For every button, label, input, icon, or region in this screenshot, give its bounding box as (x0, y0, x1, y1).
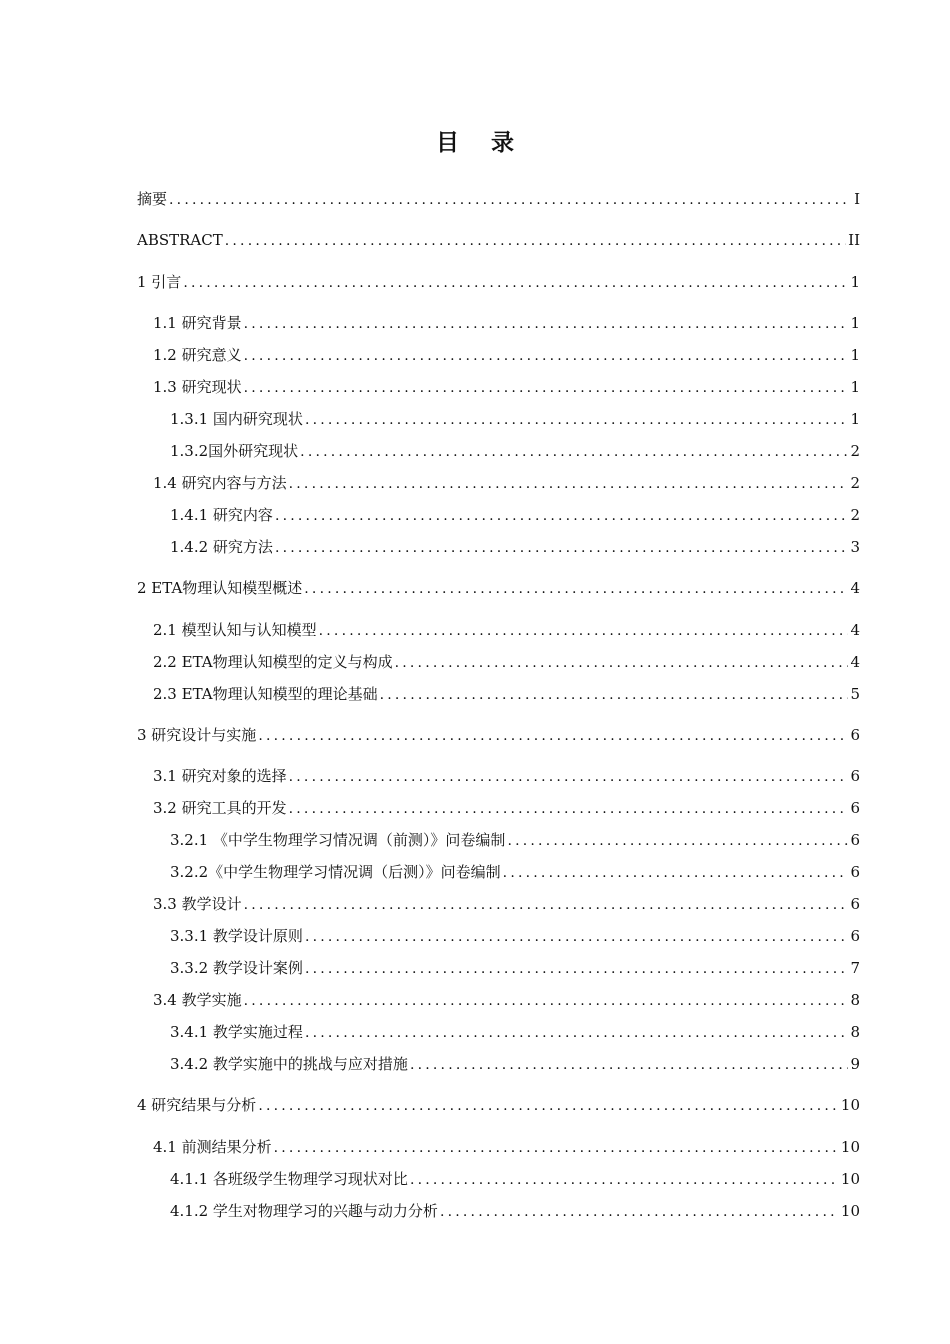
page-title: 目 录 (435, 130, 526, 156)
toc-entry[interactable] (153, 682, 860, 706)
toc-entry[interactable] (170, 1052, 860, 1076)
toc-entry-page-number: 6 (850, 895, 860, 913)
toc-leader-dots (395, 651, 849, 675)
toc-leader-dots (305, 408, 849, 432)
toc-entry[interactable] (153, 311, 860, 335)
toc-entry[interactable] (153, 892, 860, 916)
toc-leader-dots (275, 504, 849, 528)
toc-entry-label: 4.1 前测结果分析 (153, 1138, 272, 1156)
toc-entry-page-number: 2 (850, 442, 860, 460)
toc-entry-page-number: 6 (850, 927, 860, 945)
toc-leader-dots (300, 440, 848, 464)
toc-entry-page-number: 8 (850, 991, 860, 1009)
toc-entry-label: 3.4.2 教学实施中的挑战与应对措施 (170, 1055, 408, 1073)
toc-leader-dots (440, 1200, 839, 1224)
toc-leader-dots (319, 619, 849, 643)
toc-entry[interactable] (153, 988, 860, 1012)
toc-leader-dots (410, 1053, 849, 1077)
toc-leader-dots (507, 829, 848, 853)
toc-entry-page-number: I (854, 190, 860, 208)
toc-entry-label: 2 ETA物理认知模型概述 (137, 579, 303, 597)
toc-entry-page-number: 3 (850, 538, 860, 556)
toc-entry-page-number: 1 (850, 378, 860, 396)
toc-leader-dots (244, 376, 849, 400)
toc-entry-page-number: 1 (850, 273, 860, 291)
toc-entry[interactable] (170, 828, 860, 852)
toc-leader-dots (289, 765, 849, 789)
toc-entry-label: 1.1 研究背景 (153, 314, 242, 332)
toc-entry[interactable] (153, 618, 860, 642)
toc-entry[interactable] (153, 796, 860, 820)
toc-entry-label: 4.1.2 学生对物理学习的兴趣与动力分析 (170, 1202, 438, 1220)
toc-entry-label: 1.3.1 国内研究现状 (170, 410, 303, 428)
toc-entry[interactable] (153, 1135, 860, 1159)
toc-leader-dots (244, 344, 849, 368)
toc-entry[interactable] (153, 375, 860, 399)
toc-entry-label: 3.4 教学实施 (153, 991, 242, 1009)
toc-entry-label: 3.2.2《中学生物理学习情况调（后测）》问卷编制 (170, 863, 501, 881)
toc-entry-label: 1 引言 (137, 273, 182, 291)
toc-entry[interactable] (153, 471, 860, 495)
toc-entry-page-number: 9 (850, 1055, 860, 1073)
toc-entry-label: 1.3.2国外研究现状 (170, 442, 299, 460)
toc-entry-label: 摘要 (137, 190, 168, 208)
toc-leader-dots (244, 893, 849, 917)
toc-entry-label: 1.4 研究内容与方法 (153, 474, 287, 492)
toc-entry-page-number: 1 (850, 314, 860, 332)
toc-entry-label: 4.1.1 各班级学生物理学习现状对比 (170, 1170, 408, 1188)
toc-leader-dots (289, 797, 849, 821)
toc-entry-label: 2.2 ETA物理认知模型的定义与构成 (153, 653, 393, 671)
toc-entry-label: 3 研究设计与实施 (137, 726, 257, 744)
toc-entry[interactable] (137, 723, 860, 747)
toc-entry[interactable] (137, 576, 860, 600)
toc-leader-dots (244, 989, 849, 1013)
toc-entry-label: ABSTRACT (137, 231, 223, 249)
toc-leader-dots (380, 683, 849, 707)
toc-entry[interactable] (170, 860, 860, 884)
toc-leader-dots (305, 925, 849, 949)
toc-entry-label: 1.3 研究现状 (153, 378, 242, 396)
toc-leader-dots (289, 472, 849, 496)
toc-entry[interactable] (170, 1199, 860, 1223)
toc-entry[interactable] (153, 650, 860, 674)
toc-entry-label: 3.4.1 教学实施过程 (170, 1023, 303, 1041)
toc-entry[interactable] (170, 439, 860, 463)
toc-leader-dots (258, 724, 848, 748)
toc-leader-dots (410, 1168, 839, 1192)
toc-entry[interactable] (170, 1020, 860, 1044)
toc-entry-page-number: 5 (850, 685, 860, 703)
toc-entry[interactable] (170, 1167, 860, 1191)
toc-entry-page-number: 2 (850, 474, 860, 492)
toc-entry-label: 1.2 研究意义 (153, 346, 242, 364)
toc-entry[interactable] (170, 503, 860, 527)
toc-entry-page-number: 6 (850, 831, 860, 849)
toc-entry-label: 3.3.2 教学设计案例 (170, 959, 303, 977)
toc-entry[interactable] (170, 924, 860, 948)
toc-entry-page-number: 10 (840, 1170, 860, 1188)
toc-entry-page-number: II (848, 231, 860, 249)
toc-entry[interactable] (137, 187, 860, 211)
toc-leader-dots (275, 536, 849, 560)
toc-leader-dots (258, 1094, 839, 1118)
toc-entry-page-number: 7 (850, 959, 860, 977)
toc-leader-dots (169, 188, 850, 212)
toc-entry[interactable] (170, 956, 860, 980)
toc-leader-dots (274, 1136, 839, 1160)
toc-entry-page-number: 2 (850, 506, 860, 524)
toc-entry-page-number: 6 (850, 863, 860, 881)
toc-leader-dots (244, 312, 849, 336)
toc-entry-page-number: 4 (850, 621, 860, 639)
toc-entry-page-number: 6 (850, 799, 860, 817)
toc-leader-dots (503, 861, 849, 885)
toc-entry-page-number: 4 (850, 579, 860, 597)
toc-entry-page-number: 6 (850, 767, 860, 785)
toc-leader-dots (304, 577, 848, 601)
toc-entry-label: 2.3 ETA物理认知模型的理论基础 (153, 685, 378, 703)
toc-entry-label: 3.3.1 教学设计原则 (170, 927, 303, 945)
toc-entry[interactable] (153, 764, 860, 788)
toc-entry-label: 3.2.1 《中学生物理学习情况调（前测）》问卷编制 (170, 831, 506, 849)
toc-entry[interactable] (170, 535, 860, 559)
toc-entry-label: 1.4.2 研究方法 (170, 538, 273, 556)
toc-entry[interactable] (137, 270, 860, 294)
toc-leader-dots (183, 271, 848, 295)
toc-entry-page-number: 1 (850, 346, 860, 364)
toc-leader-dots (305, 1021, 849, 1045)
toc-entry-page-number: 6 (850, 726, 860, 744)
toc-entry-label: 4 研究结果与分析 (137, 1096, 257, 1114)
toc-leader-dots (225, 229, 846, 253)
toc-entry[interactable] (170, 407, 860, 431)
toc-entry[interactable] (137, 228, 860, 252)
toc-entry-label: 3.3 教学设计 (153, 895, 242, 913)
toc-entry-label: 2.1 模型认知与认知模型 (153, 621, 317, 639)
toc-entry-label: 3.1 研究对象的选择 (153, 767, 287, 785)
toc-entry-page-number: 8 (850, 1023, 860, 1041)
toc-leader-dots (305, 957, 849, 981)
toc-entry[interactable] (137, 1093, 860, 1117)
toc-entry-label: 3.2 研究工具的开发 (153, 799, 287, 817)
toc-entry-label: 1.4.1 研究内容 (170, 506, 273, 524)
toc-entry[interactable] (153, 343, 860, 367)
toc-entry-page-number: 4 (850, 653, 860, 671)
toc-entry-page-number: 10 (840, 1202, 860, 1220)
toc-entry-page-number: 10 (840, 1096, 860, 1114)
toc-entry-page-number: 10 (840, 1138, 860, 1156)
toc-entry-page-number: 1 (850, 410, 860, 428)
